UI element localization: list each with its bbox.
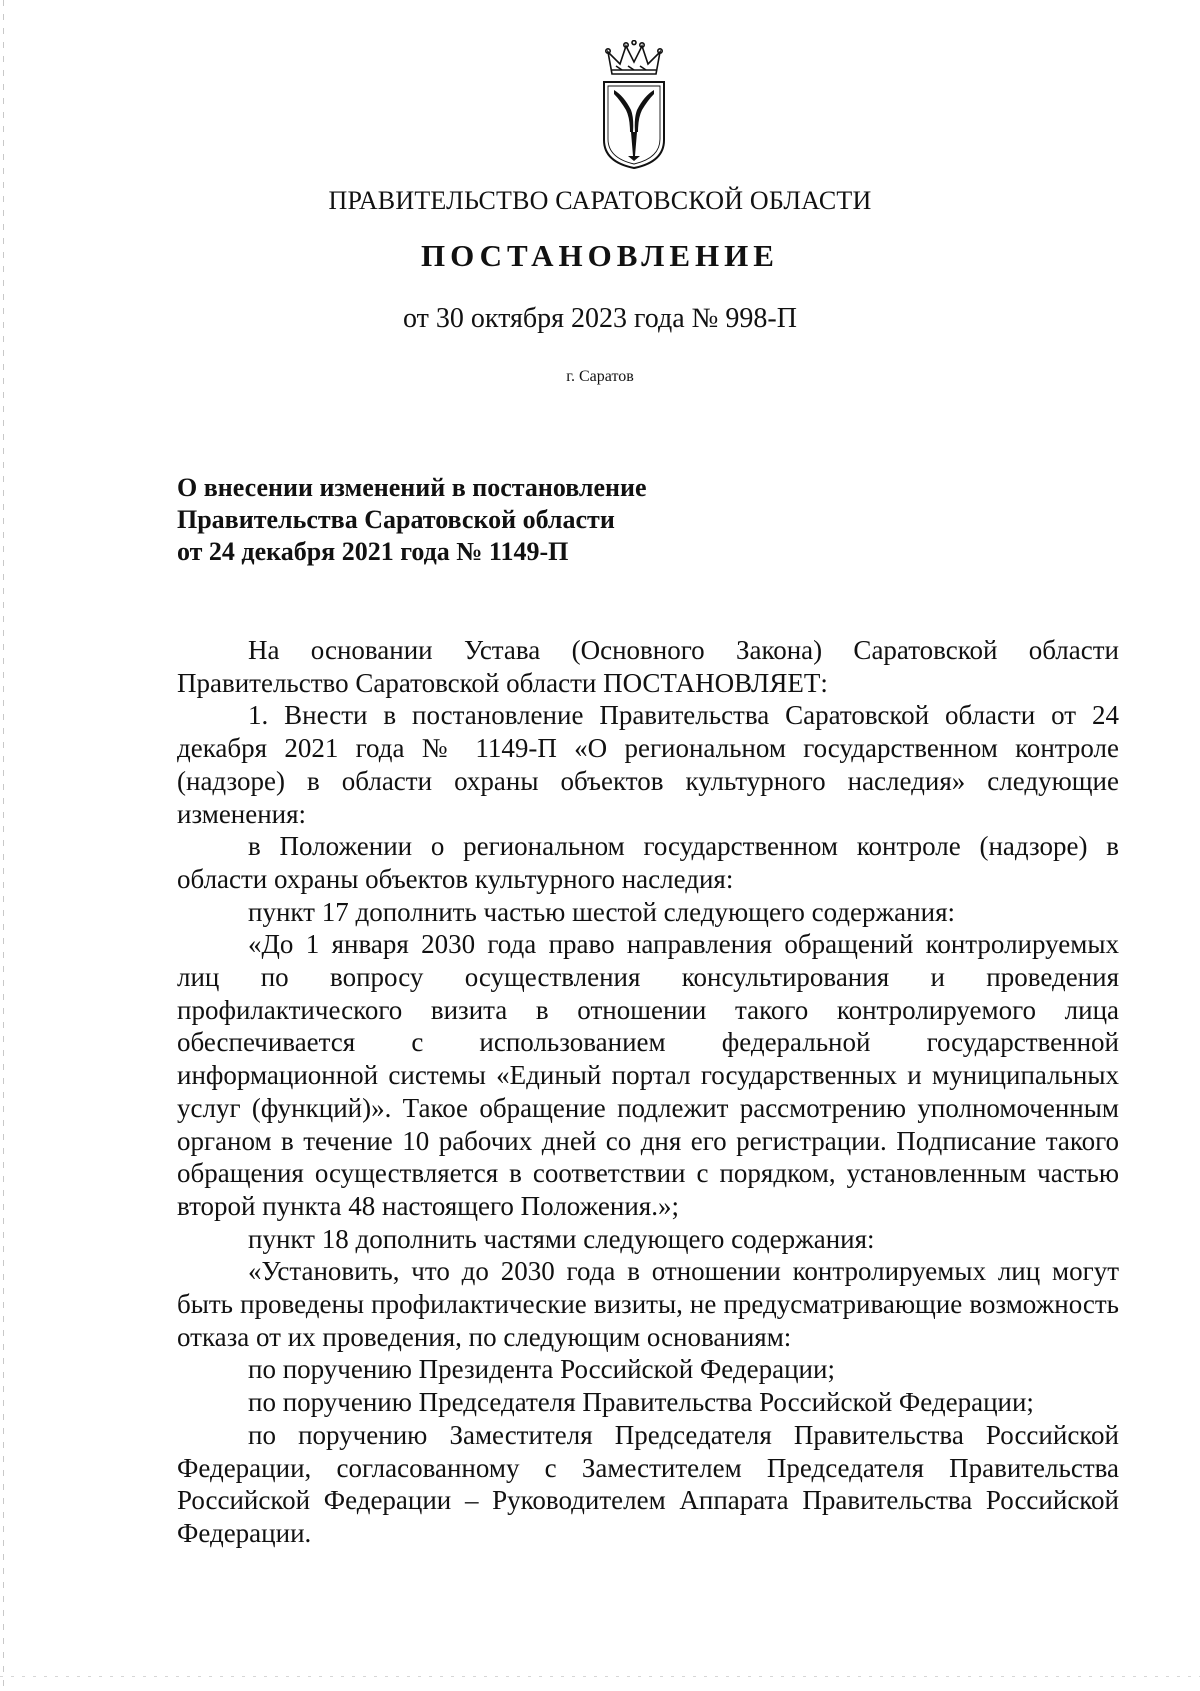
body-paragraph: «Установить, что до 2030 года в отношении контролируемых лиц могут быть проведены профилактические визиты, не предусматривающие возможность отказа от их проведения, по следующим основаниям: [177, 1256, 1119, 1352]
body-paragraph: 1. Внести в постановление Правительства Саратовской области от 24 декабря 2021 года № 1149-П «О региональном государственном контроле (надзоре) в области охраны объектов культурного наследия» следующие изменения: [177, 700, 1119, 829]
document-city: г. Саратов [566, 368, 634, 385]
document-title-line: Правительства Саратовской области [177, 505, 615, 534]
body-paragraph: На основании Устава (Основного Закона) Саратовской области Правительство Саратовской области ПОСТАНОВЛЯЕТ: [177, 635, 1119, 698]
government-name: ПРАВИТЕЛЬСТВО САРАТОВСКОЙ ОБЛАСТИ [328, 186, 872, 215]
document-date-number: от 30 октября 2023 года № 998-П [403, 303, 797, 334]
body-paragraph: в Положении о региональном государственном контроле (надзоре) в области охраны объектов культурного наследия: [177, 831, 1119, 894]
body-paragraph: «До 1 января 2030 года право направления обращений контролируемых лиц по вопросу осуществления консультирования и проведения профилактического визита в отношении такого контролируемого лица обеспечивается с использованием федеральной государственной информационной системы «Единый портал государственных и муниципальных услуг (функций)». Такое обращение подлежит рассмотрению уполномоченным органом в течение 10 рабочих дней со дня его регистрации. Подписание такого обращения осуществляется в соответствии с порядком, установленным частью второй пункта 48 настоящего Положения.»; [177, 929, 1119, 1221]
document-title-line: от 24 декабря 2021 года № 1149-П [177, 537, 569, 566]
document-type: ПОСТАНОВЛЕНИЕ [421, 238, 779, 273]
body-paragraph: по поручению Заместителя Председателя Правительства Российской Федерации, согласованному с Заместителем Председателя Правительства Российской Федерации – Руководителем Аппарата Правительства Российской Федерации. [177, 1419, 1119, 1548]
scan-noise-artifact [0, 1676, 1200, 1677]
document-title-line: О внесении изменений в постановление [177, 473, 647, 502]
document-body [177, 634, 1119, 1550]
body-paragraph: пункт 18 дополнить частями следующего содержания: [248, 1223, 875, 1254]
body-paragraph: по поручению Председателя Правительства Российской Федерации; [248, 1387, 1034, 1418]
body-paragraph: пункт 17 дополнить частью шестой следующего содержания: [248, 896, 955, 927]
body-paragraph: по поручению Президента Российской Федерации; [248, 1354, 835, 1385]
document-title [177, 472, 647, 568]
saratov-oblast-coat-of-arms-icon [598, 40, 670, 170]
